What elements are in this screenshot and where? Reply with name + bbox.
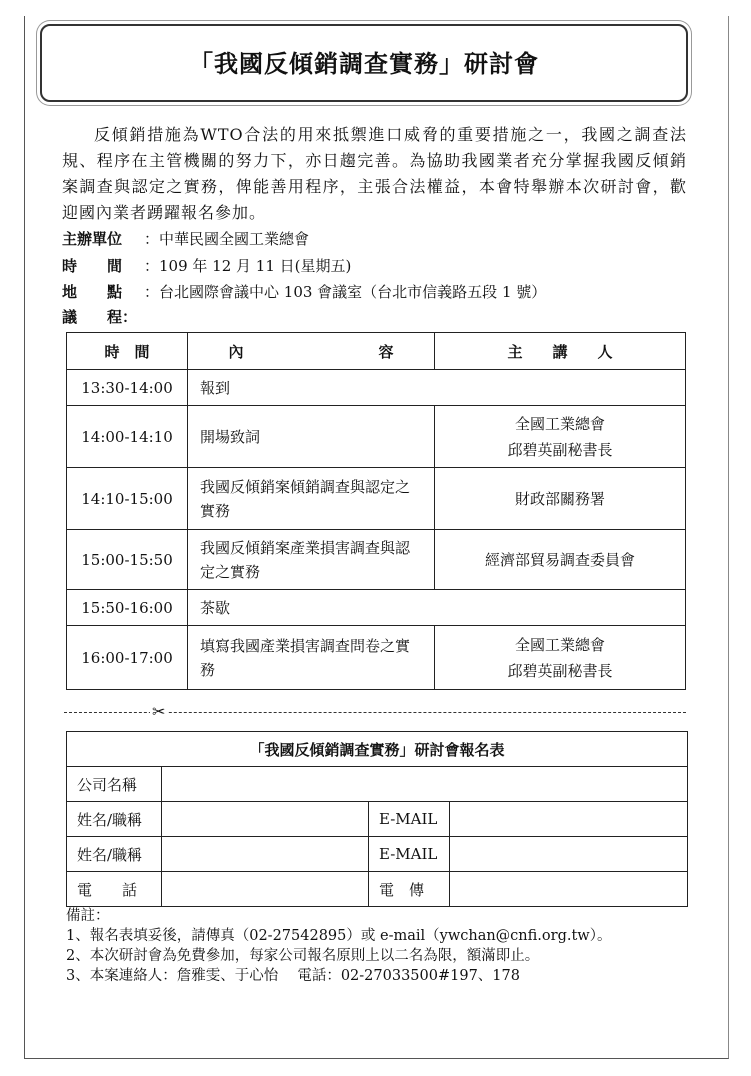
- agenda-row: [67, 530, 686, 590]
- email-label-2: E-MAIL: [369, 837, 450, 872]
- notes-heading: 備註：: [66, 908, 110, 924]
- agenda-content: 報到: [188, 370, 686, 406]
- agenda-speaker: [435, 626, 686, 690]
- agenda-time: 13:30-14:00: [67, 370, 188, 406]
- registration-form: [66, 731, 688, 907]
- agenda-label: 議 程：: [62, 308, 138, 326]
- agenda-speaker: 經濟部貿易調查委員會: [435, 530, 686, 590]
- fax-field[interactable]: [450, 872, 688, 907]
- organizer-label: 主辦單位: [62, 230, 123, 248]
- agenda-row: [67, 370, 686, 406]
- title-box: [40, 24, 688, 102]
- agenda-row: [67, 626, 686, 690]
- place-label: 地 點: [62, 283, 123, 301]
- agenda-time: 14:00-14:10: [67, 406, 188, 468]
- document-title: 「我國反傾銷調查實務」研討會: [189, 49, 539, 78]
- email-field-1[interactable]: [450, 802, 688, 837]
- agenda-row: [67, 406, 686, 468]
- agenda-time: 14:10-15:00: [67, 468, 188, 530]
- agenda-content: 我國反傾銷案傾銷調查與認定之實務: [188, 468, 435, 530]
- email-field-2[interactable]: [450, 837, 688, 872]
- agenda-table: [66, 332, 686, 690]
- agenda-time: 16:00-17:00: [67, 626, 188, 690]
- email-label-1: E-MAIL: [369, 802, 450, 837]
- speaker-line: 邱碧英副秘書長: [507, 661, 613, 680]
- info-place: 地 點 ：台北國際會議中心 103 會議室（台北市信義路五段 1 號）: [62, 283, 547, 301]
- speaker-line: 邱碧英副秘書長: [507, 440, 613, 459]
- agenda-row: [67, 590, 686, 626]
- form-title: 「我國反傾銷調查實務」研討會報名表: [67, 732, 688, 767]
- agenda-time: 15:50-16:00: [67, 590, 188, 626]
- note-item: 2、本次研討會為免費參加，每家公司報名原則上以二名為限，額滿即止。: [66, 948, 540, 964]
- agenda-header-row: [67, 333, 686, 370]
- scissors-icon: ✂: [152, 702, 166, 721]
- agenda-speaker: 財政部關務署: [435, 468, 686, 530]
- place-value: 台北國際會議中心 103 會議室（台北市信義路五段 1 號）: [159, 283, 547, 301]
- phone-field[interactable]: [162, 872, 369, 907]
- name-label-1: 姓名/職稱: [67, 802, 162, 837]
- agenda-speaker: [435, 406, 686, 468]
- agenda-header-time: 時 間: [67, 333, 188, 370]
- note-item: 3、本案連絡人：詹雅雯、于心怡 電話：02-27033500#197、178: [66, 968, 520, 984]
- company-field[interactable]: [162, 767, 688, 802]
- organizer-value: 中華民國全國工業總會: [159, 230, 310, 248]
- name-field-1[interactable]: [162, 802, 369, 837]
- agenda-time: 15:00-15:50: [67, 530, 188, 590]
- speaker-line: 全國工業總會: [514, 414, 605, 433]
- info-agenda: [62, 306, 144, 327]
- agenda-row: [67, 468, 686, 530]
- notes: [66, 906, 611, 986]
- time-label: 時 間: [62, 257, 123, 275]
- info-organizer: 主辦單位 ：中華民國全國工業總會: [62, 230, 310, 248]
- agenda-header-content: 內 容: [188, 333, 435, 370]
- intro-paragraph: 反傾銷措施為WTO合法的用來抵禦進口威脅的重要措施之一，我國之調查法規、程序在主管機關的努力下，亦日趨完善。為協助我國業者充分掌握我國反傾銷案調查與認定之實務，俾能善用程序，主張合法權益，本會特舉辦本次研討會，歡迎國內業者踴躍報名參加。: [62, 125, 687, 222]
- info-time: 時 間 ：109 年 12 月 11 日(星期五): [62, 257, 352, 275]
- name-field-2[interactable]: [162, 837, 369, 872]
- phone-label: 電 話: [67, 872, 162, 907]
- speaker-line: 全國工業總會: [514, 635, 605, 654]
- agenda-content: 填寫我國產業損害調查問卷之實務: [188, 626, 435, 690]
- note-item: 1、報名表填妥後，請傳真（02-27542895）或 e-mail（ywchan@cnfi.org.tw）。: [66, 928, 612, 944]
- name-label-2: 姓名/職稱: [67, 837, 162, 872]
- company-label: 公司名稱: [67, 767, 162, 802]
- fax-label: 電 傳: [369, 872, 450, 907]
- agenda-content: 茶歇: [188, 590, 686, 626]
- agenda-header-speaker: 主 講 人: [435, 333, 686, 370]
- agenda-content: 開場致詞: [188, 406, 435, 468]
- agenda-content: 我國反傾銷案產業損害調查與認定之實務: [188, 530, 435, 590]
- time-value: 109 年 12 月 11 日(星期五): [159, 257, 352, 275]
